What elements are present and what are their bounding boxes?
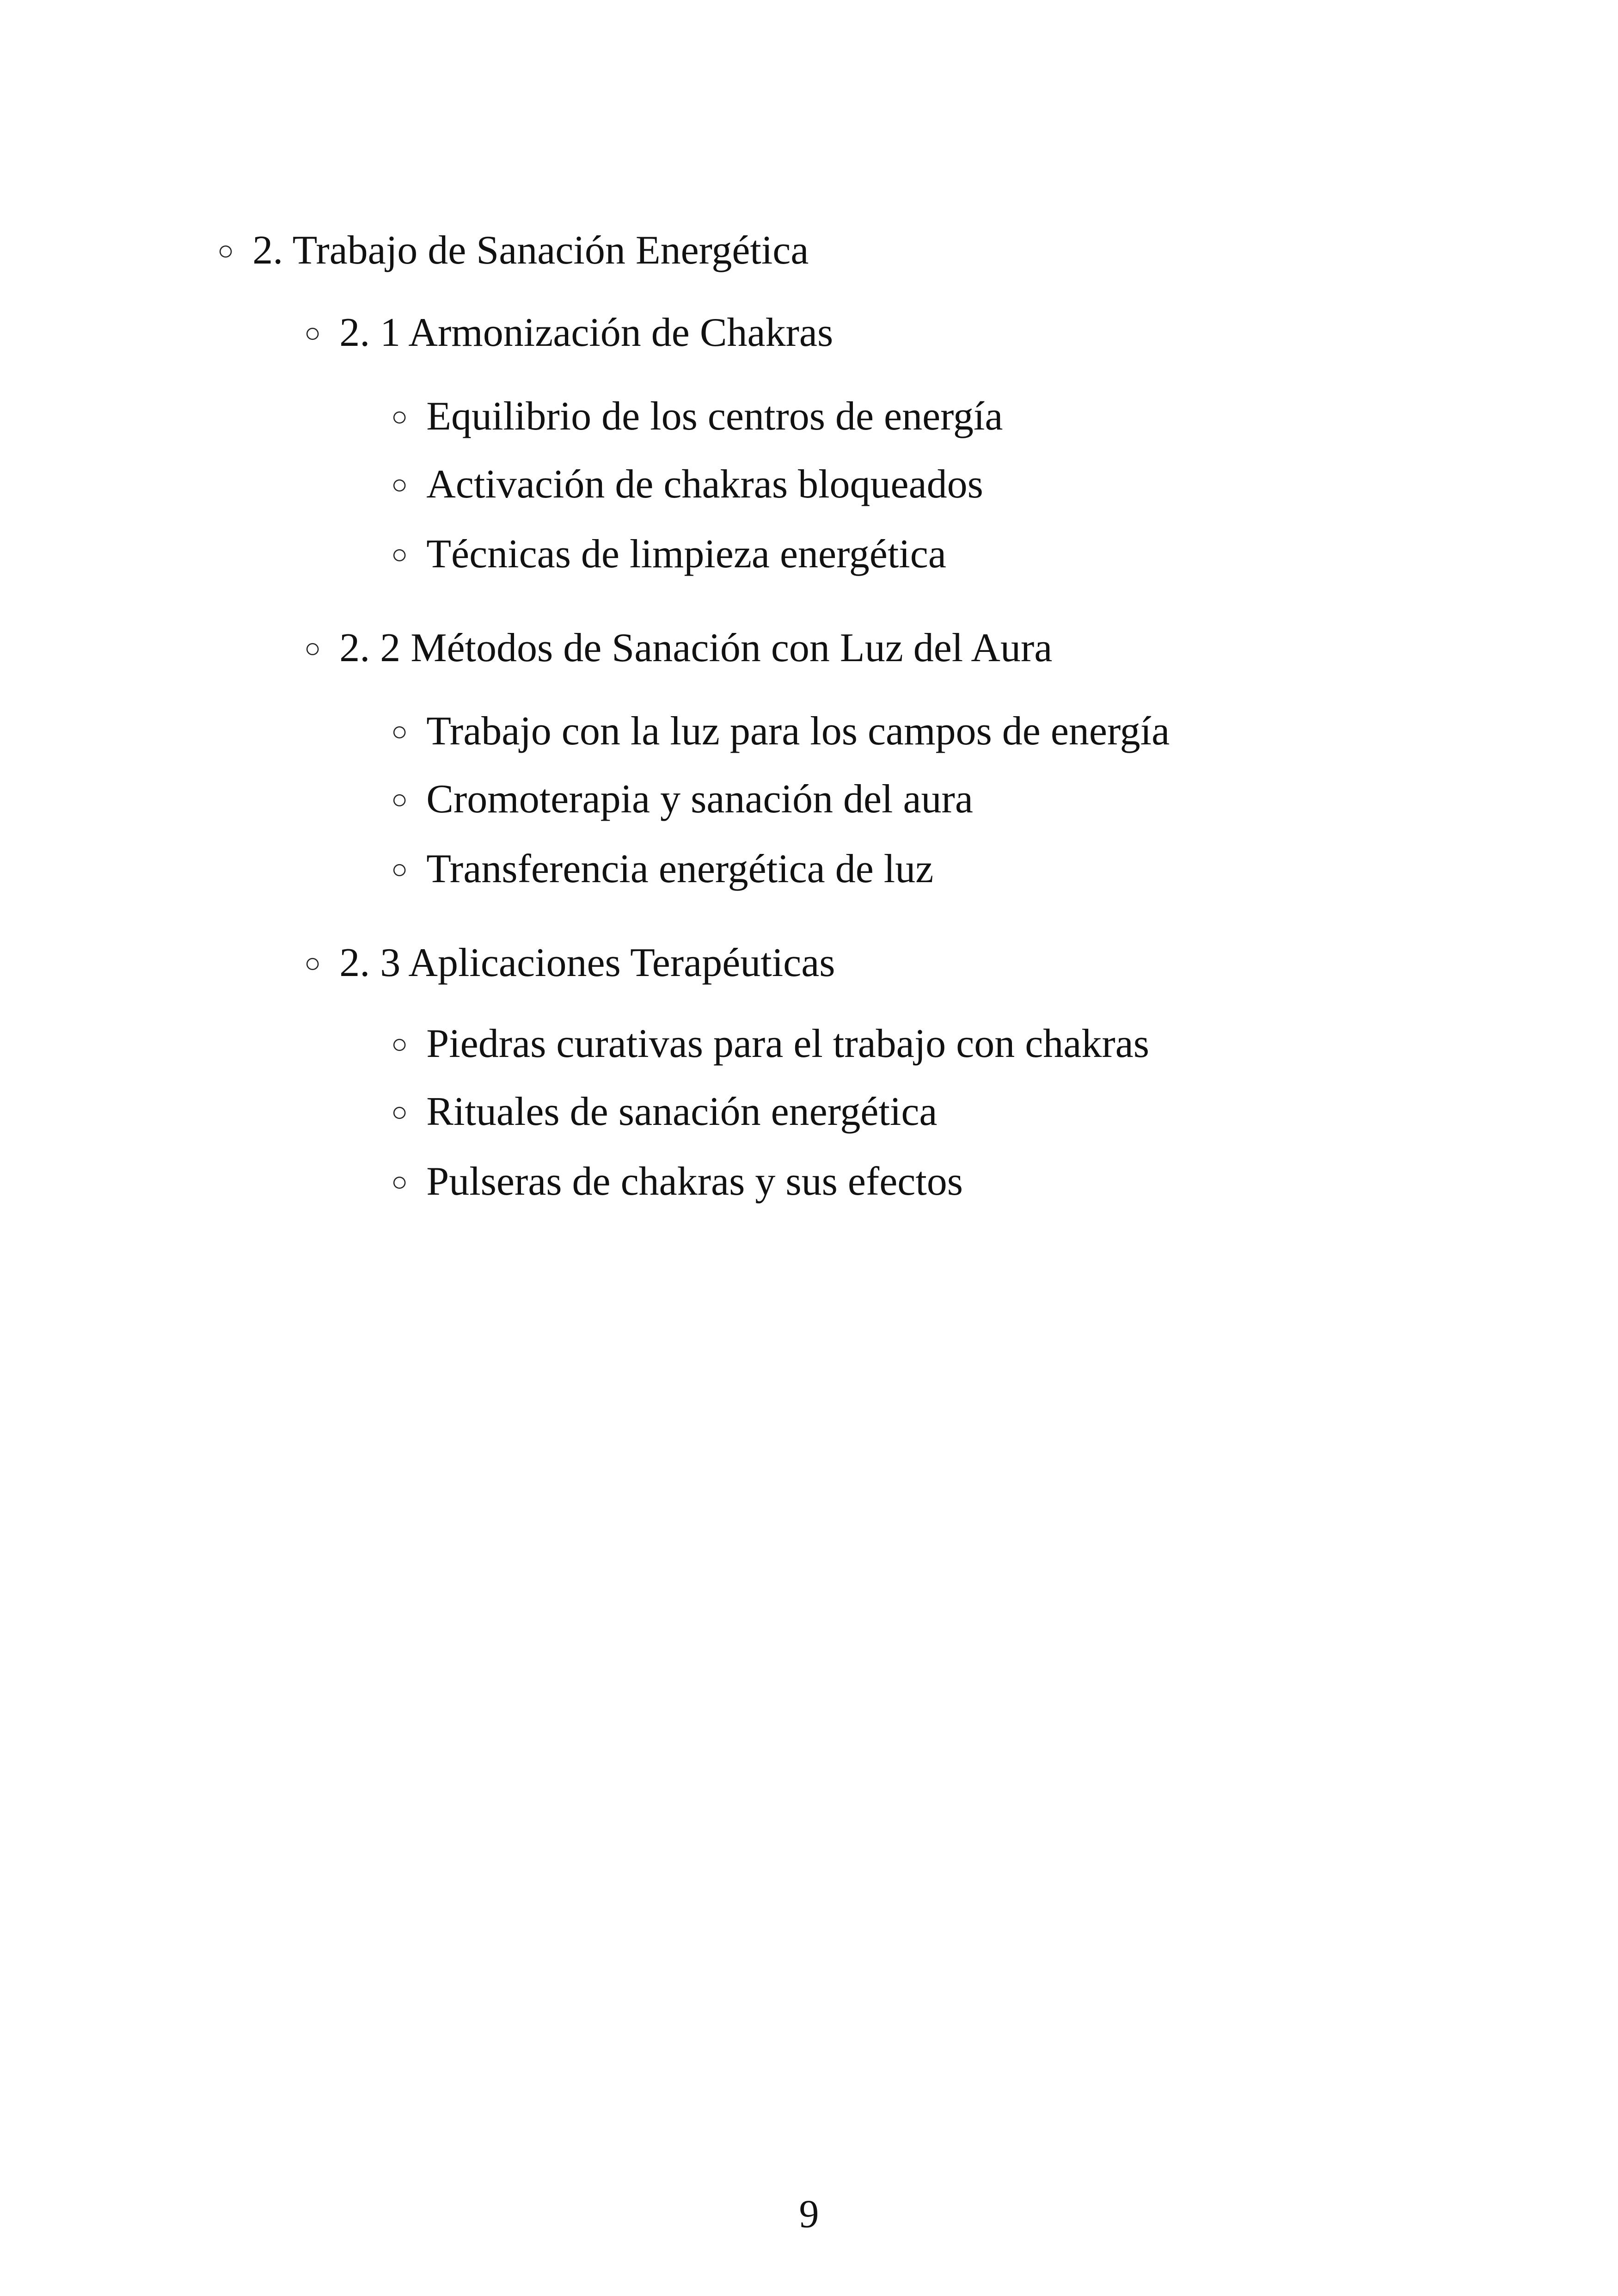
hollow-circle-bullet-icon: ○ xyxy=(391,854,408,884)
hollow-circle-bullet-icon: ○ xyxy=(391,1029,408,1059)
page-number: 9 xyxy=(799,2192,819,2236)
subsection-title-text: 2. 3 Aplicaciones Terapéuticas xyxy=(339,940,835,985)
hollow-circle-bullet-icon: ○ xyxy=(304,318,321,348)
outline-subsection-title xyxy=(304,940,835,985)
outline-item-text: Activación de chakras bloqueados xyxy=(426,462,983,507)
outline-item-text: Técnicas de limpieza energética xyxy=(426,532,946,577)
hollow-circle-bullet-icon: ○ xyxy=(391,539,408,570)
outline-item-text: Cromoterapia y sanación del aura xyxy=(426,777,973,822)
outline-item-text: Rituales de sanación energética xyxy=(426,1089,938,1134)
outline-item xyxy=(391,1161,963,1202)
section-title-text: 2. Trabajo de Sanación Energética xyxy=(252,228,809,273)
hollow-circle-bullet-icon: ○ xyxy=(391,784,408,815)
hollow-circle-bullet-icon: ○ xyxy=(217,235,234,266)
hollow-circle-bullet-icon: ○ xyxy=(391,401,408,432)
hollow-circle-bullet-icon: ○ xyxy=(391,469,408,500)
outline-item xyxy=(391,849,933,890)
outline-item xyxy=(391,1021,1149,1066)
outline-item xyxy=(391,779,973,820)
outline-item xyxy=(391,1089,938,1134)
outline-section-title xyxy=(217,230,809,271)
subsection-title-text: 2. 1 Armonización de Chakras xyxy=(339,310,834,355)
outline-item xyxy=(391,534,946,575)
outline-subsection-title xyxy=(304,628,1052,669)
outline-item-text: Pulseras de chakras y sus efectos xyxy=(426,1159,963,1204)
outline-subsection-title xyxy=(304,310,834,355)
subsection-title-text: 2. 2 Métodos de Sanación con Luz del Aura xyxy=(339,626,1053,670)
hollow-circle-bullet-icon: ○ xyxy=(391,716,408,747)
outline-item-text: Equilibrio de los centros de energía xyxy=(426,394,1003,439)
outline-item xyxy=(391,396,1003,437)
hollow-circle-bullet-icon: ○ xyxy=(391,1166,408,1197)
hollow-circle-bullet-icon: ○ xyxy=(304,633,321,663)
outline-item xyxy=(391,464,983,505)
outline-item-text: Transferencia energética de luz xyxy=(426,847,934,891)
outline-item-text: Trabajo con la luz para los campos de energía xyxy=(426,709,1170,754)
hollow-circle-bullet-icon: ○ xyxy=(391,1097,408,1127)
outline-item-text: Piedras curativas para el trabajo con chakras xyxy=(426,1021,1149,1066)
outline-item xyxy=(391,711,1170,752)
hollow-circle-bullet-icon: ○ xyxy=(304,948,321,978)
